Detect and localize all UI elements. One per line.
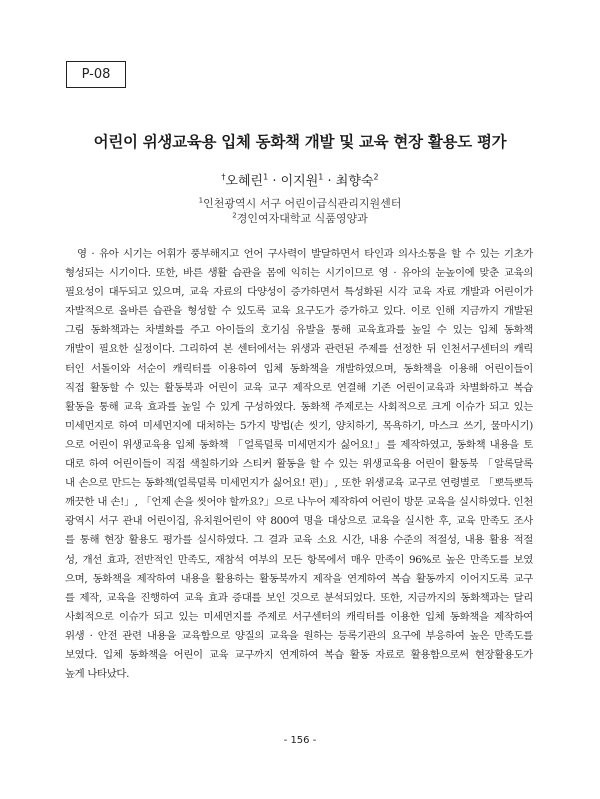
- body-line: 미세먼지로 하여 미세먼지에 대처하는 5가지 방법(손 씻기, 양치하기, 목욕하기, 마스크 쓰기, 물마시기): [65, 419, 533, 432]
- body-line: 광역시 서구 관내 어린이집, 유치원어린이 약 800여 명을 대상으로 교육을 실시한 후, 교육 만족도 조사: [65, 515, 533, 528]
- abstract-code: P-08: [81, 67, 111, 82]
- body-line: 으로 어린이 위생교육용 입체 동화책 「얼룩덜룩 미세먼지가 싫어요!」를 제작하였고, 동화책 내용을 토: [65, 438, 533, 451]
- body-line: 내 손으로 만드는 동화책(얼룩덜룩 미세먼지가 싫어요! 편)」, 또한 위생교육 교구로 연령별로 「뽀득뽀득: [65, 477, 533, 490]
- body-line: 직접 활동할 수 있는 활동북과 어린이 교육 교구 제작으로 연결해 기존 어린이교육과 차별화하고 복습: [65, 381, 533, 394]
- body-line: 성, 개선 효과, 전반적인 만족도, 재참석 여부의 모든 항목에서 매우 만족이 96%로 높은 만족도를 보였: [65, 553, 533, 566]
- body-line: 개발이 필요한 실정이다. 그리하여 본 센터에서는 위생과 관련된 주제를 선정한 뒤 인천서구센터의 캐릭: [65, 343, 533, 356]
- body-line: 를 통해 현장 활용도 평가를 실시하였다. 그 결과 교육 소요 시간, 내용 수준의 적절성, 내용 활용 적절: [65, 534, 533, 547]
- corresponding-mark: †: [221, 172, 226, 182]
- abstract-code-box: [66, 61, 126, 88]
- body-line: 으며, 동화책을 제작하여 내용을 활용하는 활동북까지 제작을 연계하여 복습 활동까지 이어지도록 교구: [65, 572, 533, 585]
- author-name-3: 최향숙: [335, 174, 374, 189]
- author-sup-1: 1: [263, 172, 269, 182]
- author-sup-3: 2: [373, 172, 379, 182]
- body-line: 사회적으로 이슈가 되고 있는 미세먼지를 주제로 서구센터의 캐릭터를 이용한 입체 동화책을 제작하여: [65, 610, 533, 623]
- body-line: 깨끗한 내 손!」, 「언제 손을 씻어야 할까요?」으로 나누어 제작하여 어린이 방문 교육을 실시하였다. 인천: [65, 496, 533, 509]
- body-line: 필요성이 대두되고 있으며, 교육 자료의 다양성이 증가하면서 특성화된 시각 교육 자료 개발과 어린이가: [65, 286, 533, 299]
- author-separator: ·: [323, 174, 336, 189]
- affiliation-2: [0, 210, 600, 226]
- body-line: 자발적으로 올바른 습관을 형성할 수 있도록 교육 요구도가 증가하고 있다. 이로 인해 지금까지 개발된: [65, 305, 533, 318]
- body-line: 대로 하여 어린이들이 직접 색칠하기와 스티커 활동을 할 수 있는 위생교육용 어린이 활동북 「알록달록: [65, 458, 533, 471]
- affiliation-text-1: 인천광역시 서구 어린이급식관리지원센터: [203, 197, 402, 210]
- author-list: [0, 170, 600, 189]
- paper-title: 어린이 위생교육용 입체 동화책 개발 및 교육 현장 활용도 평가: [93, 133, 507, 151]
- affiliation-sup-2: 2: [232, 211, 237, 220]
- abstract-body: [65, 245, 533, 684]
- page-number: - 156 -: [283, 735, 317, 746]
- affiliation-text-2: 경인여자대학교 식품영양과: [236, 212, 368, 225]
- body-line: 터인 서돌이와 서순이 캐릭터를 이용하여 입체 동화책을 개발하였으며, 동화책을 이용해 어린이들이: [65, 362, 533, 375]
- body-line: 그림 동화책과는 차별화를 주고 아이들의 호기심 유발을 통해 교육효과를 높일 수 있는 입체 동화책: [65, 324, 533, 337]
- body-line: 위생 · 안전 관련 내용을 교육함으로 양질의 교육을 원하는 등록기관의 요구에 부응하여 높은 만족도를: [65, 629, 533, 642]
- author-separator: ·: [268, 174, 281, 189]
- body-line: 높게 나타났다.: [65, 668, 130, 681]
- body-line: 보였다. 입체 동화책을 어린이 교육 교구까지 연계하여 복습 활동 자료로 활용함으로써 현장활용도가: [65, 648, 533, 661]
- body-line: 활동을 통해 교육 효과를 높일 수 있게 구성하였다. 동화책 주제로는 사회적으로 크게 이슈가 되고 있는: [65, 400, 533, 413]
- body-line: 영 · 유아 시기는 어휘가 풍부해지고 언어 구사력이 발달하면서 타인과 의사소통을 할 수 있는 기초가: [77, 248, 533, 260]
- affiliation-sup-1: 1: [198, 196, 204, 205]
- author-sup-2: 1: [318, 172, 324, 182]
- affiliation-1: [0, 195, 600, 211]
- author-name-1: 오혜린: [225, 174, 264, 189]
- body-line: 를 제작, 교육을 진행하여 교육 효과 증대를 보인 것으로 분석되었다. 또한, 지금까지의 동화책과는 달리: [65, 591, 533, 604]
- author-name-2: 이지원: [280, 174, 319, 189]
- body-line: 형성되는 시기이다. 또한, 바른 생활 습관을 몸에 익히는 시기이므로 영 · 유아의 눈높이에 맞춘 교육의: [65, 267, 533, 280]
